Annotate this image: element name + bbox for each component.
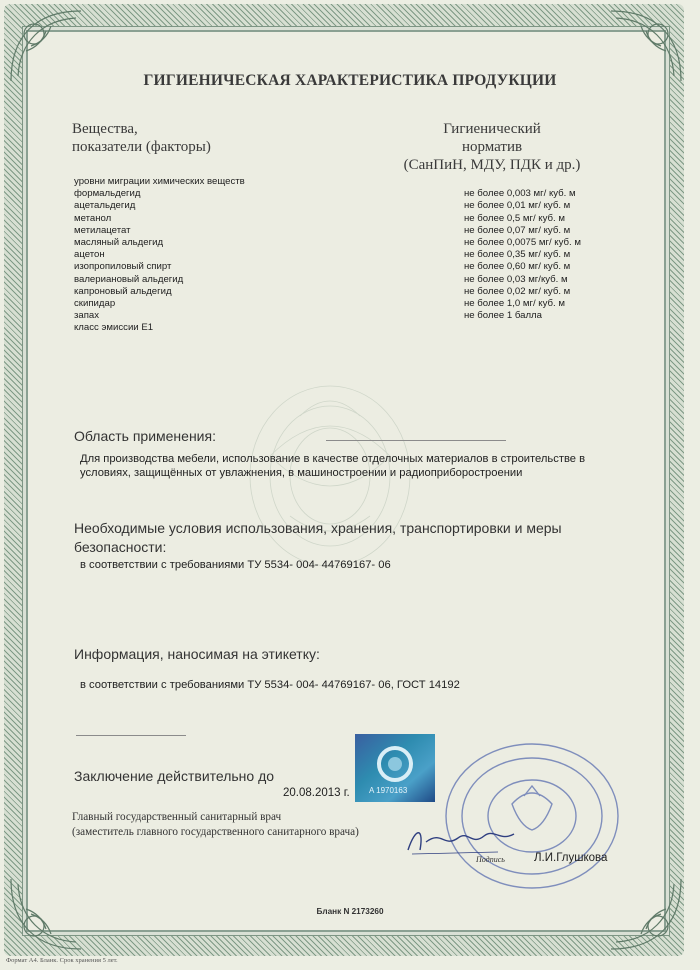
table-row (74, 200, 634, 212)
substance-name: класс эмиссии Е1 (74, 322, 154, 334)
table-row (74, 188, 634, 200)
scope-line: Для производства мебели, использование в качестве отделочных материалов в строительстве в (80, 453, 586, 465)
doctor-title-line: (заместитель главного государственного санитарного врача) (72, 826, 359, 838)
doctor-title-line: Главный государственный санитарный врач (72, 811, 282, 823)
table-row (74, 298, 634, 310)
validity-date: 20.08.2013 г. (283, 787, 350, 799)
header-right-line: Гигиенический (443, 121, 541, 137)
norm-value: не более 0,02 мг/ куб. м (464, 285, 571, 297)
substance-name: метанол (74, 212, 112, 224)
conditions-heading-line: Необходимые условия использования, хранения, транспортировки и меры (74, 520, 562, 536)
table-row (74, 261, 634, 273)
substance-name: метилацетат (74, 224, 131, 236)
official-seal (432, 738, 624, 894)
table-row (74, 322, 634, 334)
substance-name: масляный альдегид (74, 236, 164, 248)
norm-value: не более 0,07 мг/ куб. м (464, 224, 571, 236)
table-row (74, 176, 634, 188)
footer-note: Формат А4. Бланк. Срок хранения 5 лет. (6, 957, 118, 964)
substance-name: уровни миграции химических веществ (74, 176, 245, 187)
validity-label: Заключение действительно до (74, 768, 275, 784)
scope-text (80, 452, 585, 480)
table-row (74, 249, 634, 261)
substance-name: запах (74, 310, 100, 322)
substances-table (74, 176, 634, 334)
scope-heading: Область применения: (74, 428, 216, 444)
doctor-name: Л.И.Глушкова (534, 852, 608, 864)
table-row (74, 286, 634, 298)
doctor-title (72, 810, 359, 840)
norm-value (464, 322, 634, 334)
norm-value: не более 0,03 мг/куб. м (464, 273, 568, 285)
scope-line: условиях, защищённых от увлажнения, в машиностроении и радиоприборостроении (80, 467, 523, 479)
table-row (74, 213, 634, 225)
header-right-line: (СанПиН, МДУ, ПДК и др.) (403, 157, 581, 173)
norm-value: не более 0,60 мг/ куб. м (464, 261, 571, 273)
document-title: ГИГИЕНИЧЕСКАЯ ХАРАКТЕРИСТИКА ПРОДУКЦИИ (143, 72, 557, 89)
conditions-text: в соответствии с требованиями ТУ 5534- 004- 44769167- 06 (80, 559, 391, 571)
table-row (74, 225, 634, 237)
substance-name: капроновый альдегид (74, 285, 172, 297)
label-info-heading: Информация, наносимая на этикетку: (74, 646, 320, 662)
label-info-text: в соответствии с требованиями ТУ 5534- 004- 44769167- 06, ГОСТ 14192 (80, 679, 460, 691)
signature (402, 820, 522, 860)
norm-column-header (392, 120, 592, 174)
table-row (74, 237, 634, 249)
divider (326, 440, 506, 441)
blank-number: Бланк N 2173260 (316, 907, 384, 916)
conditions-heading (74, 519, 562, 557)
header-right-line: норматив (461, 139, 523, 155)
substance-name: ацетальдегид (74, 200, 136, 212)
hologram-code: A 1970163 (369, 786, 408, 795)
header-left-line: Вещества, (72, 121, 138, 137)
substances-column-header (72, 120, 211, 156)
substance-name: формальдегид (74, 188, 141, 200)
norm-value: не более 0,003 мг/ куб. м (464, 188, 576, 200)
norm-value: не более 1 балла (464, 310, 542, 322)
table-row (74, 274, 634, 286)
hologram-sticker (355, 734, 435, 802)
norm-value: не более 1,0 мг/ куб. м (464, 297, 565, 309)
norm-value: не более 0,35 мг/ куб. м (464, 249, 571, 261)
norm-value (464, 176, 634, 188)
substance-name: изопропиловый спирт (74, 261, 172, 273)
substance-name: валериановый альдегид (74, 273, 184, 285)
table-row (74, 310, 634, 322)
conditions-heading-line: безопасности: (74, 539, 167, 555)
substance-name: ацетон (74, 249, 105, 261)
signature-caption: Подпись (476, 855, 505, 864)
norm-value: не более 0,5 мг/ куб. м (464, 212, 565, 224)
substance-name: скипидар (74, 297, 116, 309)
header-left-line: показатели (факторы) (72, 139, 211, 155)
divider (76, 735, 186, 736)
norm-value: не более 0,01 мг/ куб. м (464, 200, 571, 212)
norm-value: не более 0,0075 мг/ куб. м (464, 236, 581, 248)
